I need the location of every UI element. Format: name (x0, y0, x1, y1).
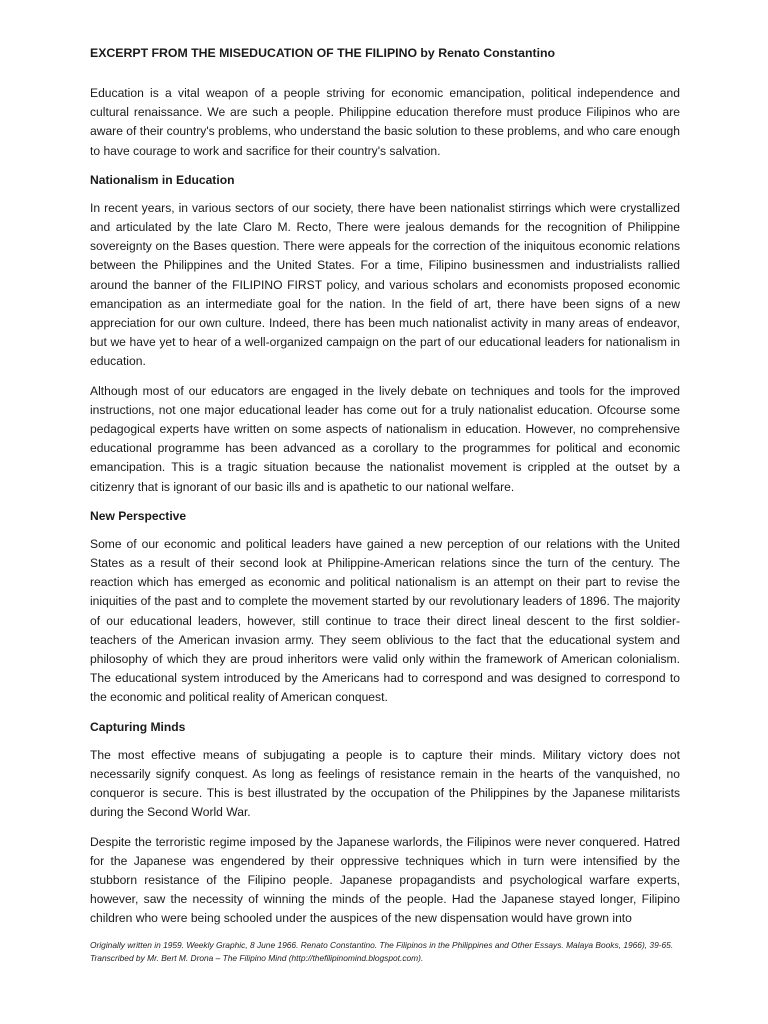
intro-paragraph: Education is a vital weapon of a people striving for economic emancipation, political independence and cultural renaissance. We are such a people. Philippine education therefore must produce Filipinos who are aware of their country's problems, who understand the basic solution to these problems, and who care enough to have courage to work and sacrifice for their country's salvation. (90, 86, 680, 158)
paragraph-nationalism-2: Although most of our educators are engaged in the lively debate on techniques and tools for the improved instructions, not one major educational leader has come out for a truly nationalist education. Ofcourse some pedagogical experts have written on some aspects of nationalism in education. However, no comprehensive educational programme has been advanced as a corollary to the programmes for political and economic emancipation. This is a tragic situation because the nationalist movement is crippled at the outset by a citizenry that is ignorant of our basic ills and is apathetic to our national welfare. (90, 383, 680, 494)
section-heading-new-perspective: New Perspective (90, 508, 187, 523)
section-heading-capturing-minds: Capturing Minds (90, 719, 186, 734)
paragraph-capturing-minds-2: Despite the terroristic regime imposed by the Japanese warlords, the Filipinos were never conquered. Hatred for the Japanese was engendered by their oppressive techniques which in turn were intensified by the stubborn resistance of the Filipino people. Japanese propagandists and psychological warfare experts, however, saw the necessity of winning the minds of the people. Had the Japanese stayed longer, Filipino children who were being schooled under the auspices of the new dispensation would have grown into (90, 834, 680, 926)
document-title: EXCERPT FROM THE MISEDUCATION OF THE FILIPINO by Renato Constantino (90, 46, 556, 60)
paragraph-capturing-minds-1: The most effective means of subjugating a people is to capture their minds. Military victory does not necessarily signify conquest. As long as feelings of resistance remain in the hearts of the vanquished, no conqueror is secure. This is best illustrated by the occupation of the Philippines by the Japanese militarists during the Second World War. (90, 747, 680, 820)
paragraph-new-perspective-1: Some of our economic and political leaders have gained a new perception of our relations with the United States as a result of their second look at Philippine-American relations since the turn of the century. The reaction which has emerged as economic and political nationalism is an attempt on their part to revise the iniquities of the past and to complete the movement started by our revolutionary leaders of 1896. The majority of our educational leaders, however, still continue to trace their direct lineal descent to the first soldier-teachers of the American invasion army. They seem oblivious to the fact that the educational system and philosophy of which they are proud inheritors were valid only within the framework of American colonialism. The educational system introduced by the Americans had to correspond and was designed to correspond to the economic and political reality of American conquest. (90, 536, 680, 705)
paragraph-nationalism-1: In recent years, in various sectors of our society, there have been nationalist stirrings which were crystallized and articulated by the late Claro M. Recto, There were jealous demands for the recognition of Philippine sovereignty on the Bases question. There were appeals for the correction of the iniquitous economic relations between the Philippines and the United States. For a time, Filipino businessmen and industrialists rallied around the banner of the FILIPINO FIRST policy, and various scholars and economists proposed economic emancipation as an intermediate goal for the nation. In the field of art, there have been signs of a new appreciation for our own culture. Indeed, there has been much nationalist activity in many areas of endeavor, but we have yet to hear of a well-organized campaign on the part of our educational leaders for nationalism in education. (90, 200, 680, 369)
section-heading-nationalism: Nationalism in Education (90, 172, 235, 187)
citation-footer: Originally written in 1959. Weekly Graphic, 8 June 1966. Renato Constantino. The Filipinos in the Philippines and Other Essays. Malaya Books, 1966), 39-65. Transcribed by Mr. Bert M. Drona – The Filipino Mind (http://thefilipinomind.blogspot.com). (90, 940, 674, 963)
document-page (90, 44, 680, 939)
